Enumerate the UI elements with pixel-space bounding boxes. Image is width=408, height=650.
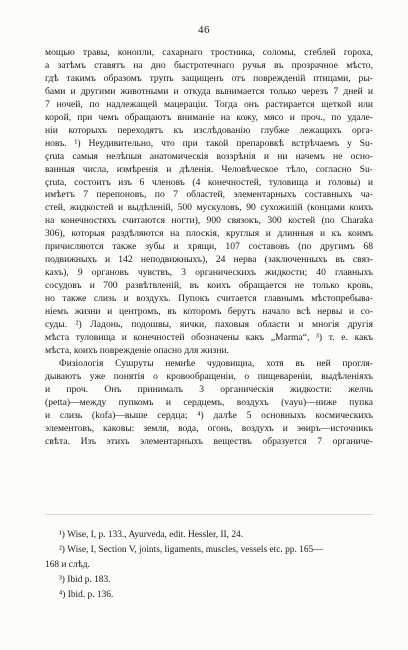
- text-line: подвижныхъ и 142 неподвижныхъ), 24 нерва (заключенныхъ въ связ-: [45, 254, 373, 266]
- main-text: [45, 47, 373, 449]
- text-line: свѣта. Изъ этихъ элементарныхъ веществъ образуется 7 органиче-: [45, 435, 373, 447]
- text-line: имѣетъ 7 перепоновъ, по 7 областей, элементарныхъ составныхъ ча-: [45, 189, 373, 201]
- footnote: ²) Wise, I, Section V, joints, ligaments, muscles, vessels etc. pp. 165—: [59, 545, 323, 555]
- text-line: бами и другими животными и откуда вынимается только черезъ 7 дней и: [45, 85, 373, 97]
- text-line: на конечностяхъ считаются ногти), 900 связокъ, 300 костей (по Charaka: [45, 215, 373, 227]
- page-number: 46: [198, 24, 210, 36]
- text-line: ванныя числа, измѣренія и дѣленія. Человѣческое тѣло, согласно Su-: [45, 163, 373, 175]
- text-line: а затѣмъ ставятъ на дно быстротечнаго ручья въ прозрачное мѣсто,: [45, 59, 373, 71]
- text-line: элементовъ, каковы: земля, вода, огонь, воздухъ и эѳиръ—источникъ: [45, 422, 373, 434]
- footnote-divider: [45, 514, 373, 515]
- text-line: новъ. ¹) Неудивительно, что при такой препаровкѣ встрѣчаемъ у Su-: [45, 137, 373, 149]
- text-line: Физіологія Сушруты немнѣе чудовищна, хотя въ ней прогля-: [59, 357, 373, 369]
- text-line: дываютъ уже понятія о кровообращеніи, о пищевареніи, выдѣленіяхъ: [45, 370, 373, 382]
- footnote-continuation: 168 и слѣд.: [45, 560, 90, 570]
- text-line: и слизь (kofa)—выше сердца; ⁴) далѣе 5 основныхъ космическихъ: [45, 409, 373, 421]
- text-line: причисляются также зубы и хрящи, 107 составовъ (по другимъ 68: [45, 241, 373, 253]
- text-line: стей, жидкостей и выдѣленій, 500 мускуловъ, 90 сухожилій (концами коихъ: [45, 202, 373, 214]
- text-line: ніемъ жизни и центромъ, въ которомъ берутъ начало всѣ нервы и со-: [45, 306, 373, 318]
- text-line: 306), которыя раздѣляются на плоскія, круглыя и длинныя и къ коимъ: [45, 228, 373, 240]
- text-line: корой, при чемъ обращаютъ вниманіе на кожу, мясо и проч., по удале-: [45, 111, 373, 123]
- text-line: но также слизь и воздухъ. Пупокъ считается главнымъ мѣстопребыва-: [45, 293, 373, 305]
- text-line: мѣста, коихъ поврежденіе опасно для жизни.: [45, 344, 230, 356]
- text-line: ніи которыхъ переходятъ къ изслѣдованію глубже лежащихъ орга-: [45, 124, 373, 136]
- text-line: и проч. Онъ принималъ 3 органическія жидкости: желчь: [45, 383, 373, 395]
- text-line: кахъ), 9 органовъ чувствъ, 3 органическихъ жидкости; 40 главныхъ: [45, 267, 373, 279]
- text-line: мѣста туловища и конечностей обозначены какъ „Marma“, ³) т. е. какъ: [45, 331, 373, 343]
- footnote: ³) Ibid p. 183.: [59, 575, 111, 585]
- text-line: сосудовъ и 700 развѣтвленій, въ коихъ обращается не только кровь,: [45, 280, 373, 292]
- text-line: çruta, состоитъ изъ 6 членовъ (4 конечностей, туловища и головы) и: [45, 176, 373, 188]
- text-line: суды. ²) Ладонь, подошвы, яички, паховыя области и многія другія: [45, 319, 373, 331]
- text-line: (petta)—между пупкомъ и сердцемъ, воздухъ (vayu)—ниже пупка: [45, 396, 373, 408]
- text-line: çruta самыя нелѣпыя анатомическія воззрѣнія и ни начемъ не осно-: [45, 150, 373, 162]
- text-line: 7 ночей, по надлежащей мацераціи. Тогда онъ растирается щеткой или: [45, 98, 373, 110]
- text-line: мощью травы, конопли, сахарнаго тростника, соломы, стеблей гороха,: [45, 47, 373, 58]
- text-line: гдѣ такимъ образомъ трупъ защищенъ отъ поврежденій птицами, ры-: [45, 72, 373, 84]
- footnote: ¹) Wise, I, p. 133., Ayurveda, edit. Hessler, II, 24.: [59, 530, 244, 540]
- footnote: ⁴) Ibid. p. 136.: [59, 590, 114, 600]
- footnotes: [45, 528, 373, 603]
